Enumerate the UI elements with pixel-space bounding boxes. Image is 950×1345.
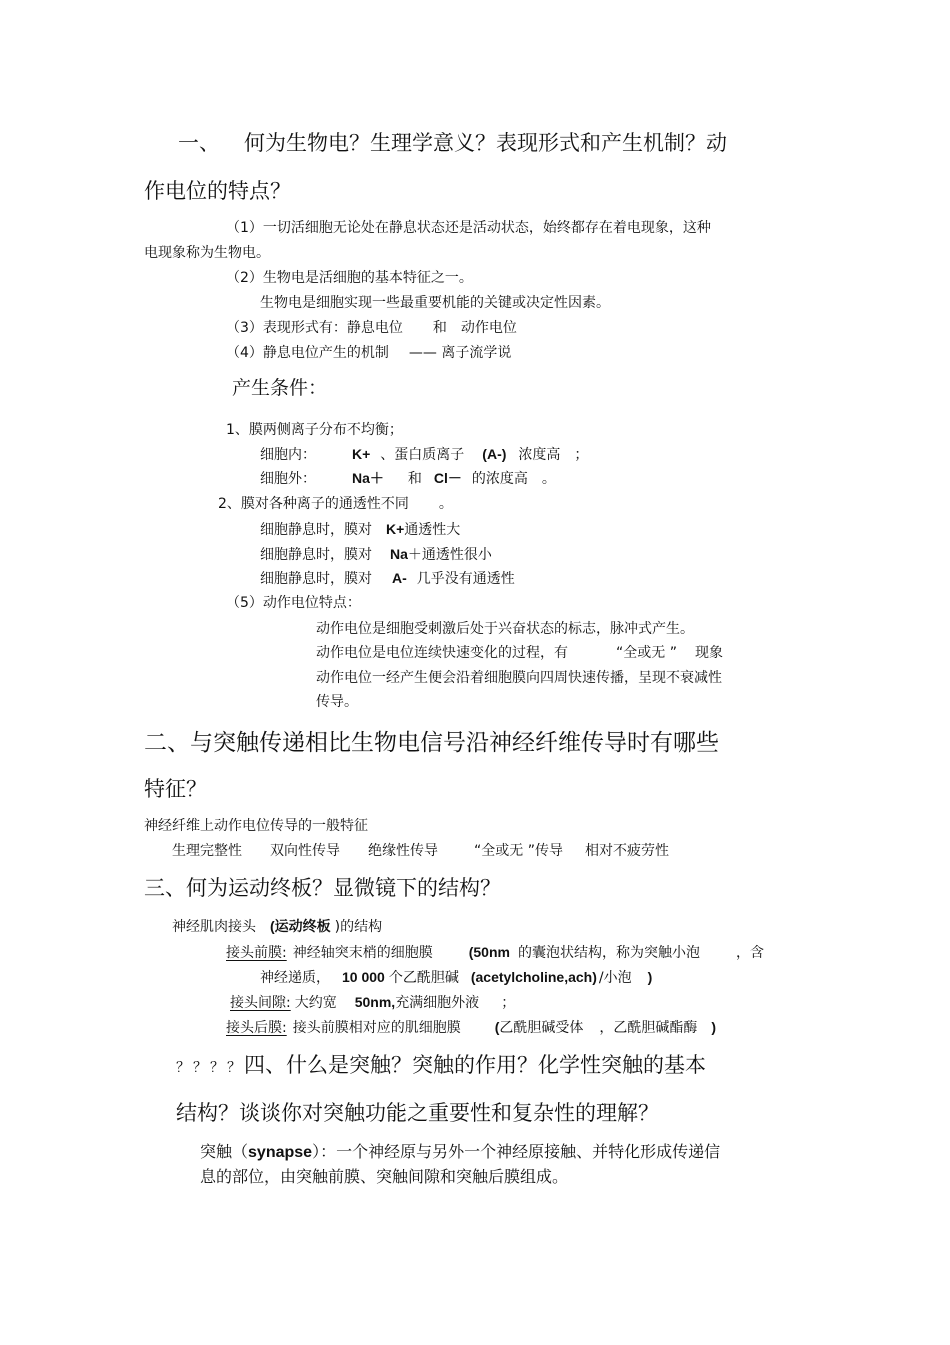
s1-p5c-line1: 动作电位一经产生便会沿着细胞膜向四周快速传播，呈现不衰减性 <box>316 670 722 686</box>
s3-pre-line2 <box>260 969 652 986</box>
s3-pre-b1: (50nm <box>468 944 510 960</box>
s3-pre-l2-t2: 个乙酰胆碱 <box>388 970 459 986</box>
section1-title-line2: 作电位的特点？ <box>144 179 291 203</box>
s1-p3-a: （3）表现形式有：静息电位 <box>226 320 403 336</box>
s1-c1b-end: 。 <box>541 471 556 487</box>
s3-post-t3: ，乙酰胆碱酯酶 <box>599 1020 698 1036</box>
s3-gap-end: ； <box>501 995 516 1011</box>
section3-title: 三、何为运动终板？显微镜下的结构？ <box>144 876 501 900</box>
s3-gap-label: 接头间隙: <box>230 995 291 1011</box>
s1-p5: （5）动作电位特点： <box>226 595 361 611</box>
s3-p1-b: (运动终板 <box>270 918 331 934</box>
s1-conditions-heading: 产生条件： <box>232 377 328 399</box>
s1-c2b <box>260 546 492 563</box>
s1-p1-line2: 电现象称为生物电。 <box>144 245 270 261</box>
s1-c1a-end: ； <box>574 447 589 463</box>
s1-c2a <box>260 521 460 538</box>
s1-c1b <box>260 470 556 487</box>
s3-post-t1: 接头前膜相对应的肌细胞膜 <box>292 1020 461 1036</box>
section1-number: 一、 <box>178 131 220 155</box>
s4-p1-line2: 息的部位，由突触前膜、突触间隙和突触后膜组成。 <box>200 1167 569 1186</box>
s1-c2b-lbl: 细胞静息时，膜对 <box>260 547 372 563</box>
s1-c2c-lbl: 细胞静息时，膜对 <box>260 571 372 587</box>
section2-title-line1: 二、与突触传递相比生物电信号沿神经纤维传导时有哪些 <box>144 730 719 756</box>
s1-p5b-b: “全或无 ” <box>616 645 677 661</box>
s1-c1a-t2: 浓度高 <box>518 447 561 463</box>
s3-gap-b1: 50nm, <box>354 994 396 1010</box>
s1-c1a-lbl: 细胞内： <box>260 447 316 463</box>
s1-c1a-a: (A-) <box>482 446 507 462</box>
s4-p1-c: ）：一个神经原与另外一个神经原接触、并特化形成传递信 <box>312 1142 721 1161</box>
s3-pre-l2-t3: /小泡 <box>598 970 632 986</box>
s1-c1a-k: K+ <box>352 446 371 462</box>
s3-post-b2: ) <box>711 1019 717 1035</box>
s3-p1 <box>172 918 382 935</box>
section1-title-line1: 何为生物电？生理学意义？表现形式和产生机制？动 <box>244 131 727 155</box>
s1-c2b-ion: Na <box>390 546 408 562</box>
s3-gap-line <box>230 994 515 1011</box>
s1-p5a: 动作电位是细胞受刺激后处于兴奋状态的标志，脉冲式产生。 <box>316 621 694 637</box>
s4-p1-a: 突触（ <box>200 1142 249 1161</box>
s1-c2-text: 2、膜对各种离子的通透性不同 <box>218 496 409 512</box>
s3-pre-t1: 神经轴突末梢的细胞膜 <box>292 945 433 961</box>
s1-c1a <box>260 446 588 463</box>
s1-p3 <box>226 320 517 336</box>
s3-post-label: 接头后膜: <box>226 1020 287 1036</box>
s1-p5b <box>316 645 723 661</box>
s1-c2c-t: 几乎没有通透性 <box>416 571 515 587</box>
s1-c1b-t: 的浓度高 <box>471 471 528 487</box>
s1-c2a-ion: K+ <box>386 521 405 537</box>
s3-post-t2: 乙酰胆碱受体 <box>499 1020 584 1036</box>
s3-gap-t1: 大约宽 <box>294 995 337 1011</box>
s1-c2-end: 。 <box>438 496 453 512</box>
s1-p5c-line2: 传导。 <box>316 694 358 710</box>
s4-p1-b: synapse <box>248 1144 313 1161</box>
s1-c2b-t: ＋通透性很小 <box>407 547 492 563</box>
s1-c2a-t: 通透性大 <box>404 522 461 538</box>
s3-pre-l2-b3: ) <box>647 969 653 985</box>
s1-p4-b: —— 离子流学说 <box>408 345 512 361</box>
s1-p3-c: 动作电位 <box>460 320 517 336</box>
s3-pre-label: 接头前膜: <box>226 945 287 961</box>
s1-c1b-na: Na＋ <box>352 470 384 486</box>
section4-title-line2: 结构？谈谈你对突触功能之重要性和复杂性的理解？ <box>176 1101 659 1125</box>
s1-p4-a: （4）静息电位产生的机制 <box>226 345 389 361</box>
s1-c1b-and: 和 <box>407 471 422 487</box>
s2-feature-1: 生理完整性 <box>172 843 242 859</box>
s1-c2c <box>260 570 515 587</box>
s4-p1-line1 <box>200 1143 720 1162</box>
s3-p1-c: )的结构 <box>334 919 383 935</box>
s1-p1-line1: （1）一切活细胞无论处在静息状态还是活动状态，始终都存在着电现象，这种 <box>226 220 711 236</box>
s3-post-b1: ( <box>494 1019 500 1035</box>
s1-c2 <box>218 496 453 512</box>
s3-gap-t2: 充满细胞外液 <box>395 995 480 1011</box>
s3-p1-a: 神经肌肉接头 <box>172 919 256 935</box>
s1-c2a-lbl: 细胞静息时，膜对 <box>260 522 372 538</box>
s2-feature-4: “全或无 ”传导 <box>474 843 563 859</box>
s1-c1: 1、膜两侧离子分布不均衡； <box>226 422 403 438</box>
section4-title-line1: 四、什么是突触？突触的作用？化学性突触的基本 <box>244 1053 706 1077</box>
s2-features <box>172 843 669 859</box>
s1-p3-b: 和 <box>432 320 447 336</box>
s3-post-line <box>226 1019 716 1036</box>
s3-pre-l2-b1: 10 000 <box>342 969 385 985</box>
s1-p5b-a: 动作电位是电位连续快速变化的过程，有 <box>316 645 568 661</box>
s3-pre-t2: 的囊泡状结构，称为突触小泡 <box>517 945 700 961</box>
section2-title-line2: 特征？ <box>144 777 207 801</box>
s1-p5b-c: 现象 <box>694 645 723 661</box>
s3-pre-line1 <box>226 944 764 961</box>
s1-p2-line2: 生物电是细胞实现一些最重要机能的关键或决定性因素。 <box>260 295 610 311</box>
s3-pre-l2-b2: (acetylcholine,ach) <box>470 969 597 985</box>
s2-feature-5: 相对不疲劳性 <box>584 843 669 859</box>
s2-p1: 神经纤维上动作电位传导的一般特征 <box>144 818 368 834</box>
s4-marks: ？？？？ <box>176 1060 244 1076</box>
s3-pre-l2-t1: 神经递质， <box>260 970 330 986</box>
s2-feature-3: 绝缘性传导 <box>368 843 438 859</box>
s1-c1a-t1: 、蛋白质离子 <box>380 447 465 463</box>
s2-feature-2: 双向性传导 <box>270 843 340 859</box>
s3-pre-t3: ，含 <box>735 945 764 961</box>
s1-p4 <box>226 345 511 361</box>
s1-c1b-cl: Cl－ <box>433 470 462 486</box>
s1-p2-line1: （2）生物电是活细胞的基本特征之一。 <box>226 270 473 286</box>
s1-c1b-lbl: 细胞外： <box>260 471 316 487</box>
s1-c2c-ion: A- <box>392 570 407 586</box>
